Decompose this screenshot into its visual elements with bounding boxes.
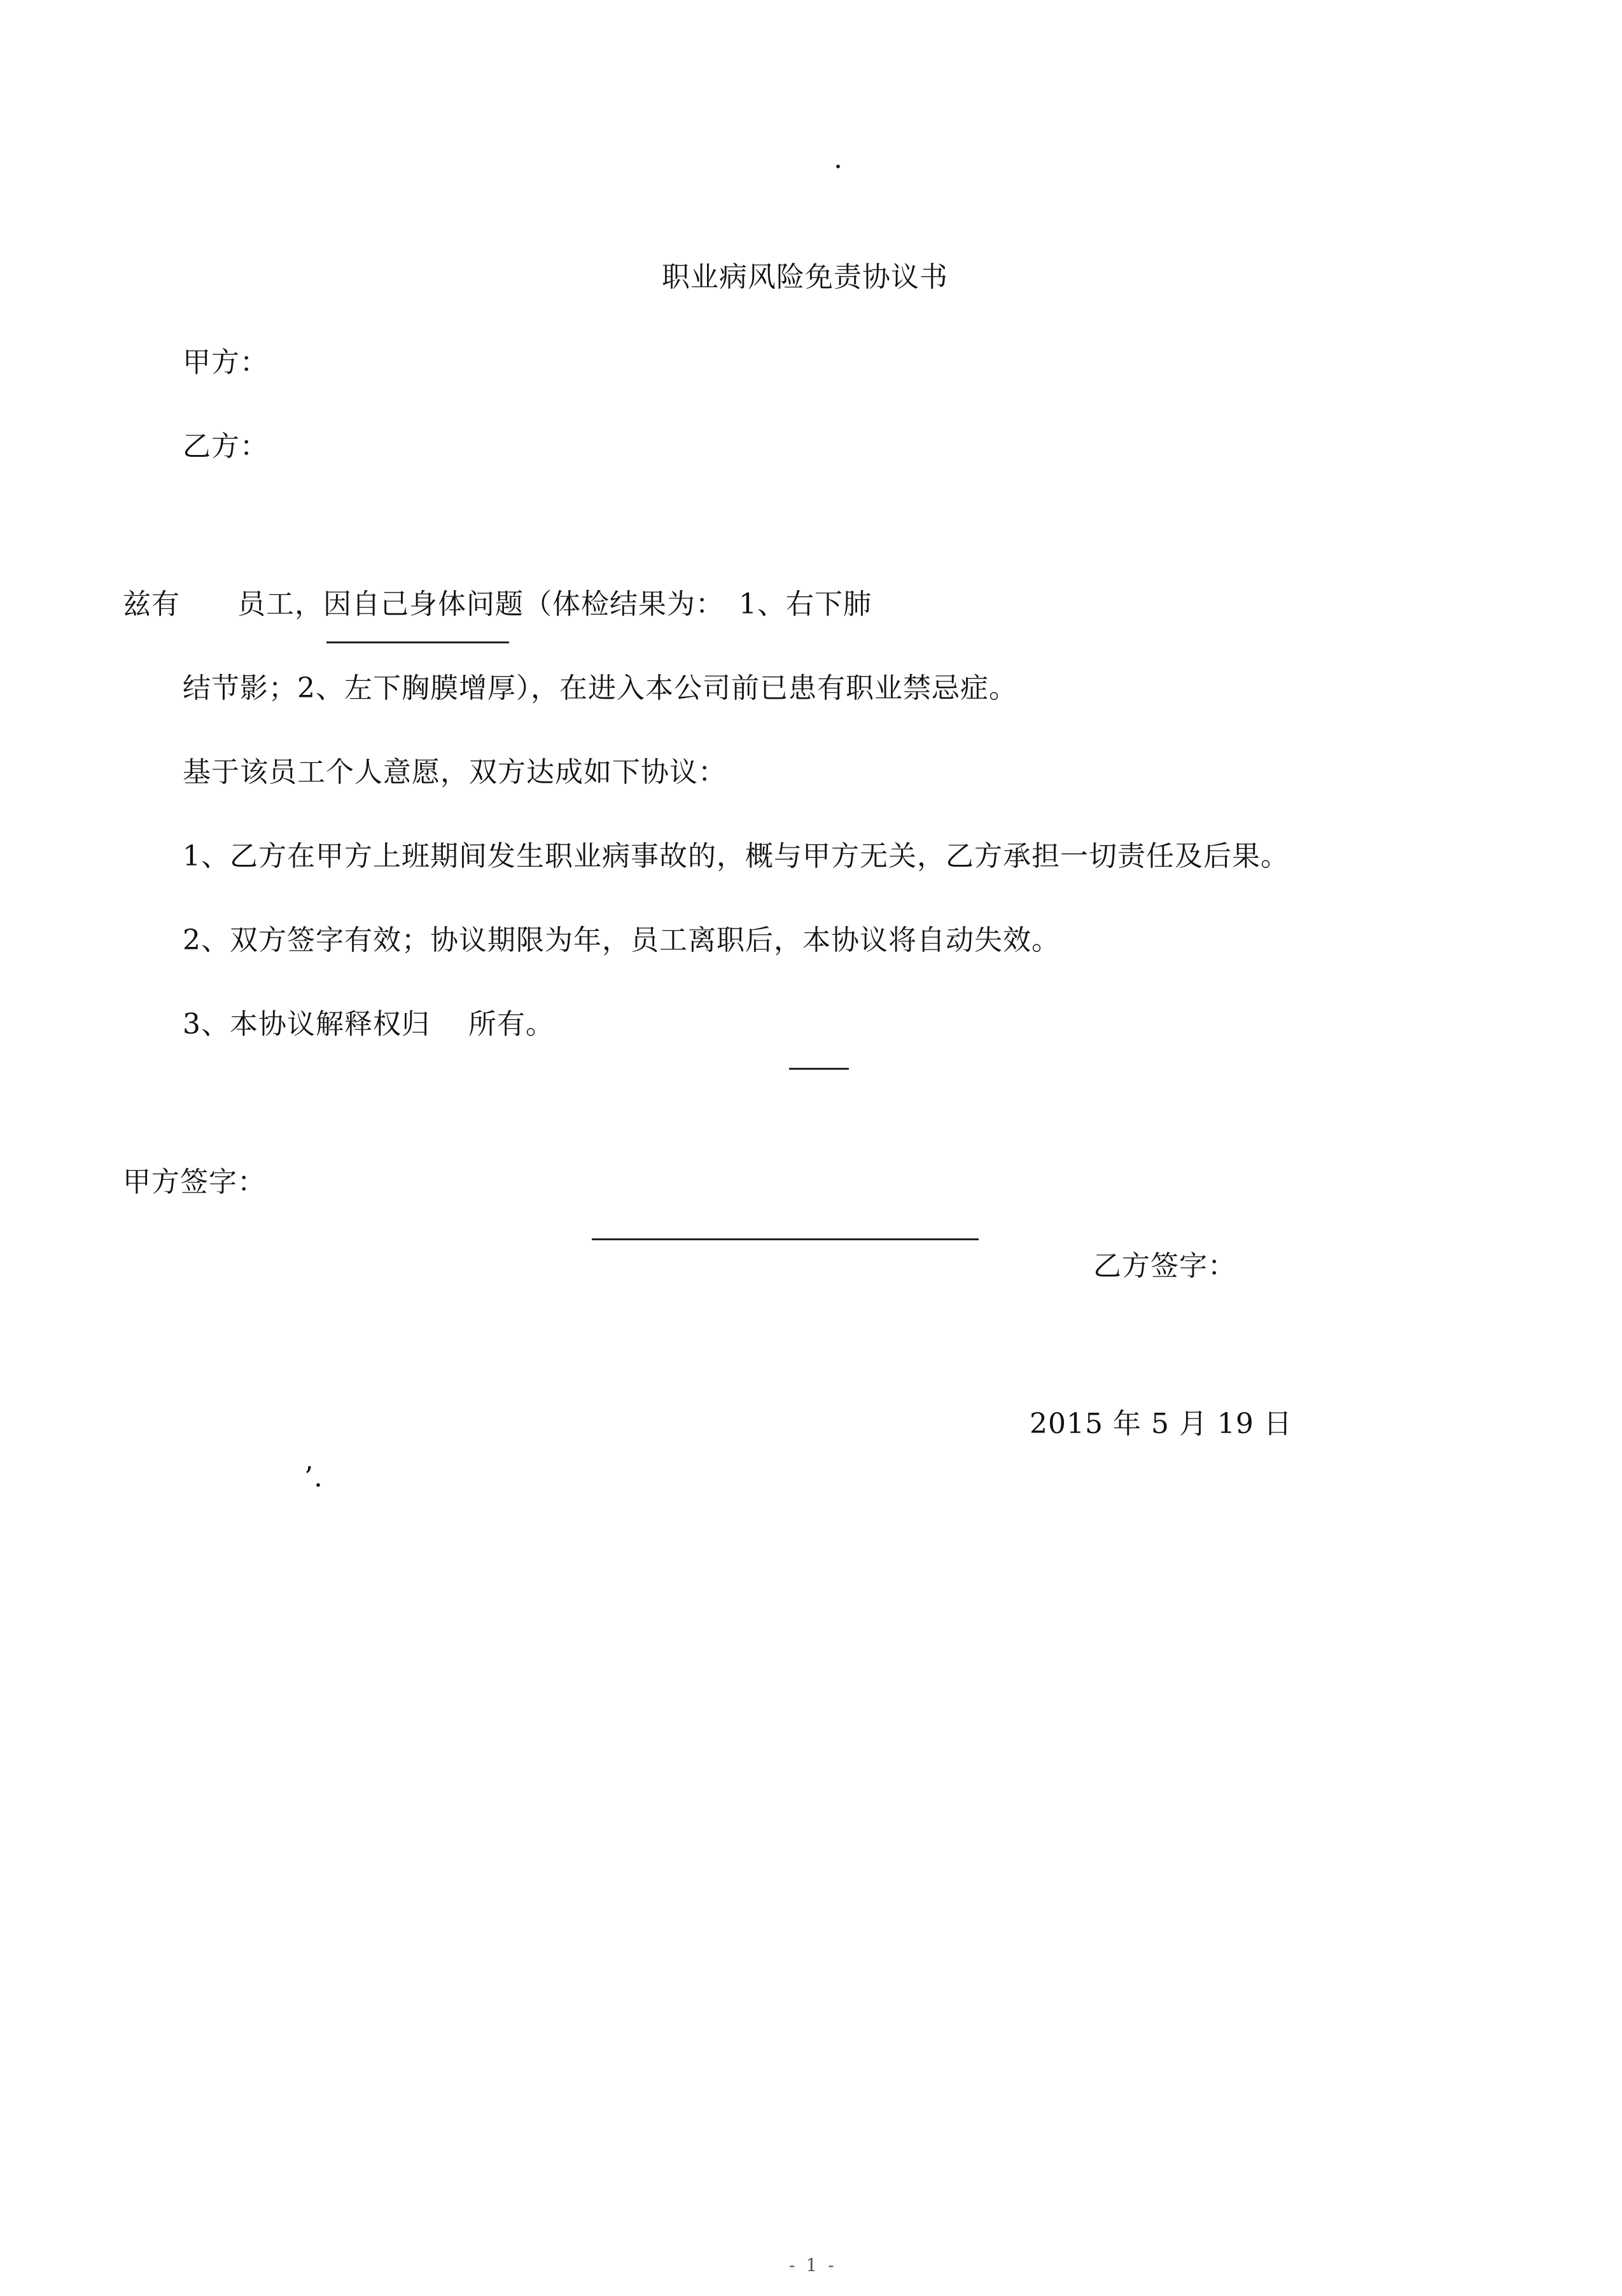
trailing-mark: ’. xyxy=(304,1461,323,1494)
clause-3: 3、本协议解释权归 所有。 xyxy=(183,1008,554,1040)
company-name-blank xyxy=(789,1068,849,1070)
paragraph-1-line-1: 兹有 员工，因自己身体问题（体检结果为： 1、右下肺 xyxy=(123,588,872,620)
employee-name-blank xyxy=(326,641,509,643)
paragraph-1-line-2: 结节影；2、左下胸膜增厚），在进入本公司前已患有职业禁忌症。 xyxy=(183,672,1017,704)
page-number: - 1 - xyxy=(789,2255,837,2276)
party-b-signature-label: 乙方签字： xyxy=(1093,1250,1236,1282)
party-b-label: 乙方： xyxy=(183,430,269,463)
party-a-signature-label: 甲方签字： xyxy=(123,1166,266,1198)
top-mark: . xyxy=(834,143,843,175)
party-a-label: 甲方： xyxy=(183,346,269,379)
clause-1: 1、乙方在甲方上班期间发生职业病事故的，概与甲方无关，乙方承担一切责任及后果。 xyxy=(183,840,1289,872)
clause-2: 2、双方签字有效；协议期限为年，员工离职后，本协议将自动失效。 xyxy=(183,924,1060,956)
agreement-date: 2015 年 5 月 19 日 xyxy=(1030,1408,1292,1440)
document-title: 职业病风险免责协议书 xyxy=(662,261,948,293)
signature-line xyxy=(592,1238,979,1240)
paragraph-2: 基于该员工个人意愿，双方达成如下协议： xyxy=(183,756,727,788)
